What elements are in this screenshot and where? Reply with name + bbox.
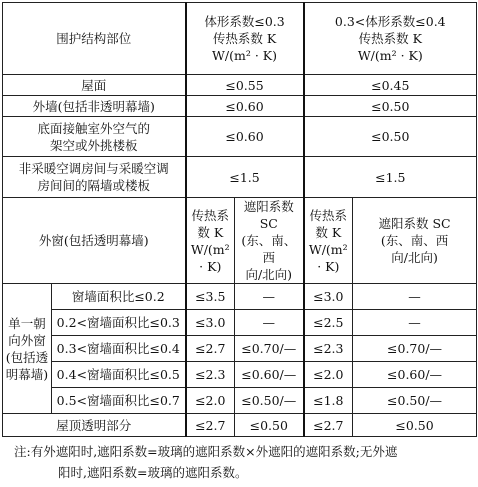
thermal-limits-table [2,2,477,437]
window-row: 单一朝 向外窗 (包括透 明幕墙) 窗墙面积比≤0.2 ≤3.5 — ≤3.0 — [3,284,477,310]
window-header-row [3,198,477,284]
window-k-header-2: 传热系数 K W/(m² · K) [304,198,353,284]
header-group-1: 体形系数≤0.3 传热系数 K W/(m² · K) [186,3,304,75]
table-note [14,441,474,483]
row-floor: 底面接触室外空气的 架空或外挑楼板 ≤0.60 ≤0.50 [3,117,477,157]
note-line-1: 注:有外遮阳时,遮阳系数=玻璃的遮阳系数×外遮阳的遮阳系数;无外遮 [14,444,398,459]
note-line-2: 阳时,遮阳系数=玻璃的遮阳系数。 [58,465,248,480]
row-partition: 非采暖空调房间与采暖空调 房间间的隔墙或楼板 ≤1.5 ≤1.5 [3,157,477,198]
header-group-2: 0.3<体形系数≤0.4 传热系数 K W/(m² · K) [304,3,477,75]
window-sc-header-2: 遮阳系数 SC (东、南、西 向/北向) [353,198,477,284]
row-roof: 屋面 ≤0.55 ≤0.45 [3,75,477,96]
row-wall: 外墙(包括非透明幕墙) ≤0.60 ≤0.50 [3,96,477,117]
window-sc-header-1: 遮阳系数 SC (东、南、西 向/北向) [235,198,304,284]
window-row: 0.3<窗墙面积比≤0.4 ≤2.7 ≤0.70/— ≤2.3 ≤0.70/— [3,336,477,362]
window-group-label: 单一朝 向外窗 (包括透 明幕墙) [3,284,52,414]
window-k-header-1: 传热系数 K W/(m² · K) [186,198,235,284]
window-header-label: 外窗(包括透明幕墙) [3,198,186,284]
header-part: 围护结构部位 [3,3,186,75]
window-row: 0.2<窗墙面积比≤0.3 ≤3.0 — ≤2.5 — [3,310,477,336]
window-row: 0.4<窗墙面积比≤0.5 ≤2.3 ≤0.60/— ≤2.0 ≤0.60/— [3,362,477,388]
header-row [3,3,477,75]
window-row: 0.5<窗墙面积比≤0.7 ≤2.0 ≤0.50/— ≤1.8 ≤0.50/— [3,388,477,414]
row-skylight: 屋顶透明部分 ≤2.7 ≤0.50 ≤2.7 ≤0.50 [3,414,477,437]
